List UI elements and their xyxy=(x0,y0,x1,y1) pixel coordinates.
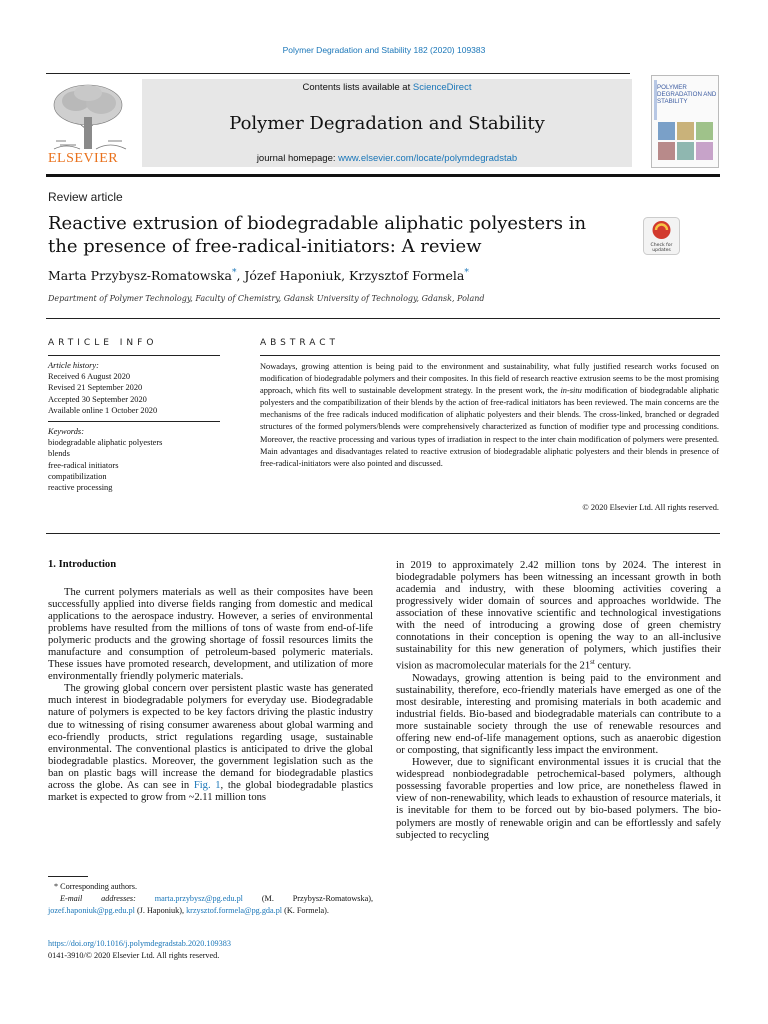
article-type: Review article xyxy=(48,190,123,204)
keywords-label: Keywords: xyxy=(48,427,84,437)
homepage-line xyxy=(142,153,632,164)
paragraph: However, due to significant environmental issues it is crucial that the widespread nonbiodegradable petrochemical-based polymers, although possessing favorable properties and low price, are nonetheless flawed in view of non-renewability, which leads to exhaustion of resource materials, it is inevitable for them to be forced out by bio-based polymers. The bio-polymers are mostly of renewable origin and can be effortlessly and safely subjected to recycling xyxy=(396,757,721,841)
email-note xyxy=(48,893,373,917)
cover-title: POLYMER DEGRADATION AND STABILITY xyxy=(657,84,717,105)
history-item: Received 6 August 2020 xyxy=(48,372,131,382)
badge-line1: Check for xyxy=(650,243,673,248)
history-item: Available online 1 October 2020 xyxy=(48,405,158,415)
paragraph: Nowadays, growing attention is being paid to the environment and sustainability, therefore, eco-friendly materials have emerged as one of the most desirable, interesting and promising materials in both academic and industrial fields. Bio-based and biodegradable materials can contribute to a more sustainable society through the use of renewable resources and offering new end-of-life management options, such as anaerobic digestion or composting, that significantly less impact the environment. xyxy=(396,672,721,757)
corresponding-mark[interactable]: * xyxy=(464,268,469,278)
keyword-item[interactable]: free-radical initiators xyxy=(48,460,119,470)
check-for-updates-badge[interactable] xyxy=(643,217,680,255)
affiliation: Department of Polymer Technology, Faculty of Chemistry, Gdansk University of Technology, Gdansk, Poland xyxy=(48,294,485,303)
cover-image-icon xyxy=(658,122,714,162)
corresponding-note: * Corresponding authors. xyxy=(54,882,138,891)
abstract-heading: ABSTRACT xyxy=(260,338,340,348)
keyword-item[interactable]: compatibilization xyxy=(48,471,107,481)
running-citation[interactable]: Polymer Degradation and Stability 182 (2020) 109383 xyxy=(282,45,486,55)
abstract-text xyxy=(260,361,719,470)
author-separator: , xyxy=(341,268,350,284)
badge-line2: updates xyxy=(652,248,671,253)
paragraph-text: , the global biodegradable plastics market is expected to grow from ~2.11 million tons xyxy=(48,779,373,803)
email-link[interactable]: jozef.haponiuk@pg.edu.pl xyxy=(48,906,135,915)
journal-cover[interactable] xyxy=(651,75,719,168)
title-rule xyxy=(46,318,720,319)
footnote xyxy=(48,881,373,917)
history-item: Revised 21 September 2020 xyxy=(48,383,143,393)
author-list xyxy=(48,268,469,283)
page-footer xyxy=(48,938,231,962)
footnote-rule xyxy=(48,876,88,877)
left-column xyxy=(48,587,373,804)
author-separator: , xyxy=(236,268,245,284)
body-rule xyxy=(46,533,720,534)
check-for-updates-icon xyxy=(643,217,680,255)
contents-prefix: Contents lists available at xyxy=(302,82,413,93)
figure-link[interactable]: Fig. 1 xyxy=(193,779,221,791)
email-label: E-mail addresses: xyxy=(60,894,155,903)
journal-masthead xyxy=(46,79,632,167)
history-item: Accepted 30 September 2020 xyxy=(48,394,147,404)
paragraph-text: century. xyxy=(594,660,632,672)
keyword-item[interactable]: reactive processing xyxy=(48,483,113,493)
masthead-rule xyxy=(46,174,720,177)
homepage-link[interactable]: www.elsevier.com/locate/polymdegradstab xyxy=(338,153,518,164)
email-link[interactable]: krzysztof.formela@pg.gda.pl xyxy=(186,906,283,915)
paragraph-text: in 2019 to approximately 2.42 million tons by 2024. The interest in biodegradable polymers has been witnessing an incessant growth in both academia and industry, with these blooming activities covering a progressively wider domain of sources and approaches worldwide. The association of these innovative scientific and technological investigations with the need of introducing a growing dose of green chemistry connotations in their conception is opening the way to an all-inclusive sustainability for this new generation of polymers, which justifies their vision as macromolecular materials for the 21 xyxy=(396,560,721,672)
elsevier-tree-logo[interactable] xyxy=(46,79,132,167)
contents-line xyxy=(142,82,632,93)
paragraph xyxy=(396,560,721,673)
header-rule xyxy=(46,73,630,74)
email-owner: (J. Haponiuk), xyxy=(134,906,187,915)
section-heading: 1. Introduction xyxy=(48,559,117,570)
keywords-rule xyxy=(48,421,220,422)
email-owner: (M. Przybysz-Romatowska), xyxy=(242,894,373,903)
paragraph xyxy=(48,683,373,803)
superscript: st xyxy=(590,658,595,667)
keyword-item[interactable]: biodegradable aliphatic polyesters xyxy=(48,438,163,448)
abstract-italic: in-situ xyxy=(560,386,582,396)
history-label: Article history: xyxy=(48,361,99,370)
article-info-rule xyxy=(48,355,220,356)
elsevier-wordmark: ELSEVIER xyxy=(48,151,119,166)
doi-link[interactable]: https://doi.org/10.1016/j.polymdegradstab.2020.109383 xyxy=(48,939,231,948)
author-name[interactable]: Krzysztof Formela xyxy=(349,268,465,284)
sciencedirect-link[interactable]: ScienceDirect xyxy=(412,82,472,93)
paragraph-text: The growing global concern over persistent plastic waste has generated much interest in biodegradable polymers for everyday use. Biodegradable nature of polymers is expected to be key factors driving the plastic industry due to witnessing of rising consumer awareness about global warming and eco-friendly products, strict regulations regarding usage, sustainable environmental. The conventional plastics is anticipated to drive the global biodegradable plastics. Moreover, the government legislation such as the ban on plastic bags will increase the demand for biodegradable plastics across the globe. As can see in xyxy=(48,683,373,791)
corresponding-mark[interactable]: * xyxy=(231,268,237,278)
right-column xyxy=(396,560,721,842)
masthead-band xyxy=(142,79,632,167)
abstract-part: modification of biodegradable aliphatic polyesters and the compatibilization of their blends by the action of free-radical initiators has been reviewed. The main concerns are the mechanisms of the free radicals induced modification of aliphatic polyesters and their blends. The cross-linked, branched or degraded structures of the formed polymers/blends were comprehensively characterized as function of modifier type and processing conditions. Moreover, the reactive processing and various types of irradiation in respect to the inter chain modification of polymers were presented. Main advantages and disadvantages related to reactive extrusion of biodegradable aliphatic polyesters and their blends in presence of free-radical-initiators were also pointed and discussed. xyxy=(260,386,719,468)
issn-line: 0141-3910/© 2020 Elsevier Ltd. All rights reserved. xyxy=(48,951,220,960)
article-info-heading: ARTICLE INFO xyxy=(48,338,158,348)
paper-title: Reactive extrusion of biodegradable aliphatic polyesters in the presence of free-radical-initiators: A review xyxy=(48,213,587,257)
paragraph: The current polymers materials as well as their composites have been successfully applied into diverse fields ranging from domestic and medical applications to the aerospace industry. However, a series of environmental problems have resulted from the millions of tons of waste from end-of-life polymeric products and the growing shortage of fossil resources limits the manufacture and consumption of petroleum-based polymeric materials. These issues have promoted research, development, and utilization of more environmentally friendly polymeric materials. xyxy=(48,587,373,683)
homepage-prefix: journal homepage: xyxy=(256,153,339,164)
abstract-rule xyxy=(260,355,720,356)
tree-icon xyxy=(46,79,132,151)
email-owner: (K. Formela). xyxy=(282,906,329,915)
email-link[interactable]: marta.przybysz@pg.edu.pl xyxy=(154,894,243,903)
author-name[interactable]: Józef Haponiuk xyxy=(244,268,342,284)
journal-title: Polymer Degradation and Stability xyxy=(229,113,545,134)
keyword-item[interactable]: blends xyxy=(48,449,70,459)
abstract-part: Nowadays, growing attention is being paid to the environment and sustainability, what fully justified research works focused on modification of biodegradable polymers and their composites. In this field of research reactive extrusion seems to be the most promising approach, which fits well to sustainable development strategy. In the present work, the xyxy=(260,362,719,396)
author-name[interactable]: Marta Przybysz-Romatowska xyxy=(48,268,232,284)
abstract-copyright: © 2020 Elsevier Ltd. All rights reserved. xyxy=(582,503,719,512)
article-info xyxy=(48,360,220,493)
